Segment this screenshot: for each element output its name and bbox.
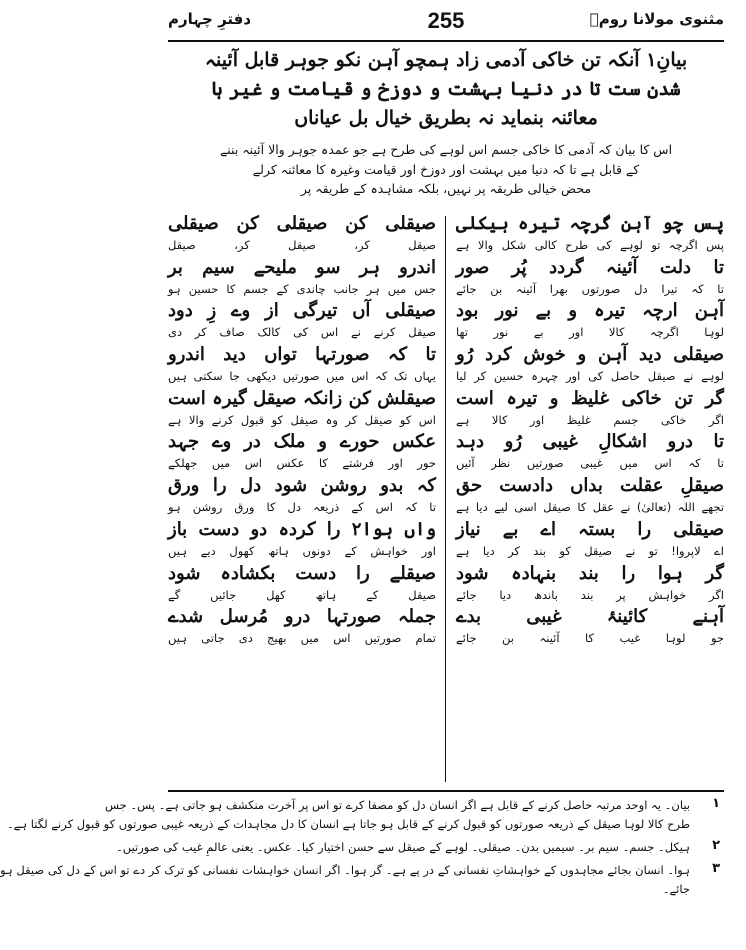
- gloss-line: صیقل کے ہاتھ کھل جائیں گے: [168, 587, 436, 602]
- verse-line: صیقلی را بستہ اے بے نیاز: [456, 518, 724, 540]
- gloss-line: اور خواہش کے دونوں ہاتھ کھول دیے ہیں: [168, 543, 436, 558]
- gloss-line: اس کو صیقل کر وہ صیقل کو قبول کرنے والا ہے: [168, 412, 436, 427]
- verse-line: صیقلِ عقلت بداں دادست حق: [456, 475, 724, 497]
- page-number: 255: [427, 8, 465, 33]
- gloss-line: لوہا اگرچہ کالا اور بے نور تھا: [456, 325, 724, 340]
- verse-line: واں ہوا۲ را کردہ دو دست باز: [168, 518, 436, 540]
- footnote-line: طرح کالا لوہا صیقل کے ذریعہ صورتوں کو قبول کرنے کے قابل ہو جاتا ہے انسان کا دل مجاہدات کے ذریعہ غیبی صورتوں کو قبول کرنے لگتا ہے۔: [6, 817, 690, 831]
- footnote-rule: [168, 790, 724, 792]
- verse-line: صیقلی دید آہن و خوش کرد رُو: [456, 344, 724, 366]
- verse-line: صیقلی آں تیرگی از وے زِ دود: [168, 300, 436, 322]
- verse-line: پس چو آہن گرچہ تیرہ ہیکلی: [456, 213, 724, 234]
- heading-line: بیانِ۱ آنکہ تن خاکی آدمی زاد ہمچو آہن نکو جوہر قابل آئینہ: [204, 49, 688, 71]
- verse-line: عکس حورے و ملک در وے جہد: [168, 431, 436, 453]
- footnotes: [0, 796, 724, 903]
- verse-line: صیقلی کن صیقلی کن صیقلی: [168, 213, 436, 234]
- verse-line: تا دلت آئینہ گردد پُر صور: [456, 256, 724, 278]
- gloss-line: تا کہ تیرا دل صورتوں بھرا آئینہ بن جائے: [456, 281, 724, 296]
- gloss-line: جس میں ہر جانب چاندی کے جسم کا حسین ہو: [168, 281, 436, 296]
- prose-line: اس کا بیان کہ آدمی کا خاکی جسم اس لوہے کی طرح ہے جو عمدہ جوہر والا آئینہ بننے: [219, 142, 673, 157]
- verse-line: تا کہ صورتہا تواں دید اندرو: [168, 344, 436, 366]
- gloss-line: تمام صورتیں اس میں بھیج دی جاتی ہیں: [168, 631, 436, 646]
- verse-line: کہ بدو روشن شود دل را ورق: [168, 475, 436, 497]
- footnote-marker: ۲: [712, 838, 720, 853]
- gloss-line: صیقل کرنے نے اس کی کالک صاف کر دی: [168, 325, 436, 340]
- left-column: [168, 211, 436, 783]
- footnote: [116, 838, 724, 857]
- verse-line: گر تن خاکی غلیظ و تیرہ است: [456, 387, 724, 409]
- verse-line: آہن ارچہ تیرہ و بے نور بود: [456, 300, 724, 322]
- gloss-line: تا کہ اس کے ذریعہ دل کا ورق روشن ہو: [168, 500, 436, 515]
- footnote: [0, 861, 724, 899]
- footnote-line: ہوا۔ انسان بجائے مجاہدوں کے خواہشاتِ نفسانی کے در پے ہے۔ گر ہوا۔ اگر انسان خواہشات نفسانی کو ترک کر دے تو اس کے دل کی صیقل ہو: [0, 863, 690, 877]
- verse-line: صیقلے را دست بکشادہ شود: [168, 562, 436, 584]
- heading-line: معائنہ بنماید نہ بطریق خیال بل عیاناں: [294, 107, 598, 129]
- footnote: [6, 796, 724, 834]
- verse-line: تا درو اشکالِ غیبی رُو دہد: [456, 431, 724, 453]
- verse-line: گر ہوا را بند بنہادہ شود: [456, 562, 724, 584]
- heading-line: شدن ست تا در دنیا بہشت و دوزخ و قیامت و غیر ہا: [211, 78, 681, 100]
- footnote-marker: ۱: [712, 796, 720, 811]
- gloss-line: یہاں تک کہ اس میں صورتیں دیکھی جا سکتی ہیں: [168, 369, 436, 384]
- prose-line: کے قابل ہے تا کہ دنیا میں بہشت اور دوزخ اور قیامت وغیرہ کا معائنہ کرلے: [252, 161, 640, 177]
- gloss-line: پس اگرچہ تو لوہے کی طرح کالی شکل والا ہے: [456, 238, 724, 252]
- prose-line: محض خیالی طریقہ پر نہیں، بلکہ مشاہدہ کے طریقہ پر: [300, 181, 592, 196]
- verse-line: آہنے کائینۂ غیبی بدے: [456, 606, 724, 628]
- volume-title: دفترِ چہارم: [168, 10, 252, 28]
- footnote-marker: ۳: [712, 861, 720, 876]
- gloss-line: اگر خواہش پر بند باندھ دیا جائے: [456, 587, 724, 602]
- footnote-line: جائے۔: [662, 882, 690, 896]
- book-title: مثنوی مولانا رومؒ: [589, 10, 724, 28]
- verse-line: جملہ صورتہا درو مُرسل شدے: [168, 606, 436, 628]
- header-rule: [168, 40, 724, 42]
- section-heading-urdu: [176, 140, 716, 199]
- footnote-line: ہیکل۔ جسم۔ سیم بر۔ سیمیں بدن۔ صیقلی۔ لوہے کے صیقل سے حسن اختیار کیا۔ عکس۔ یعنی عالمِ غیب کی صورتیں۔: [116, 840, 690, 854]
- page-header: [168, 10, 724, 36]
- right-column: [456, 211, 724, 783]
- gloss-line: اگر خاکی جسم غلیظ اور کالا ہے: [456, 412, 724, 427]
- footnote-line: بیان۔ یہ اوحد مرتبہ حاصل کرنے کے قابل ہے اگر انسان دل کو مصفا کرے تو اس پر آخرت منکشف ہو جاتی ہے۔ پس۔ جس: [104, 798, 690, 812]
- section-heading-persian: [176, 46, 716, 133]
- couplets: [168, 211, 724, 783]
- gloss-line: لوہے نے صیقل حاصل کی اور چہرہ حسین کر لیا: [456, 369, 724, 384]
- gloss-line: حور اور فرشتے کا عکس اس میں جھلکے: [168, 456, 436, 471]
- gloss-line: تجھے اللہ (تعالیٰ) نے عقل کا صیقل اسی لیے دیا ہے: [456, 500, 724, 515]
- gloss-line: اے لاپروا! تو نے صیقل کو بند کر دیا ہے: [456, 543, 724, 558]
- gloss-line: صیقل کر، صیقل کر، صیقل: [168, 238, 436, 252]
- gloss-line: جو لوہا غیب کا آئینہ بن جائے: [456, 631, 724, 646]
- gloss-line: تا کہ اس میں غیبی صورتیں نظر آئیں: [456, 456, 724, 471]
- verse-line: صیقلش کن زانکہ صیقل گیرہ است: [168, 387, 436, 409]
- verse-line: اندرو ہر سو ملیحے سیم بر: [168, 256, 436, 278]
